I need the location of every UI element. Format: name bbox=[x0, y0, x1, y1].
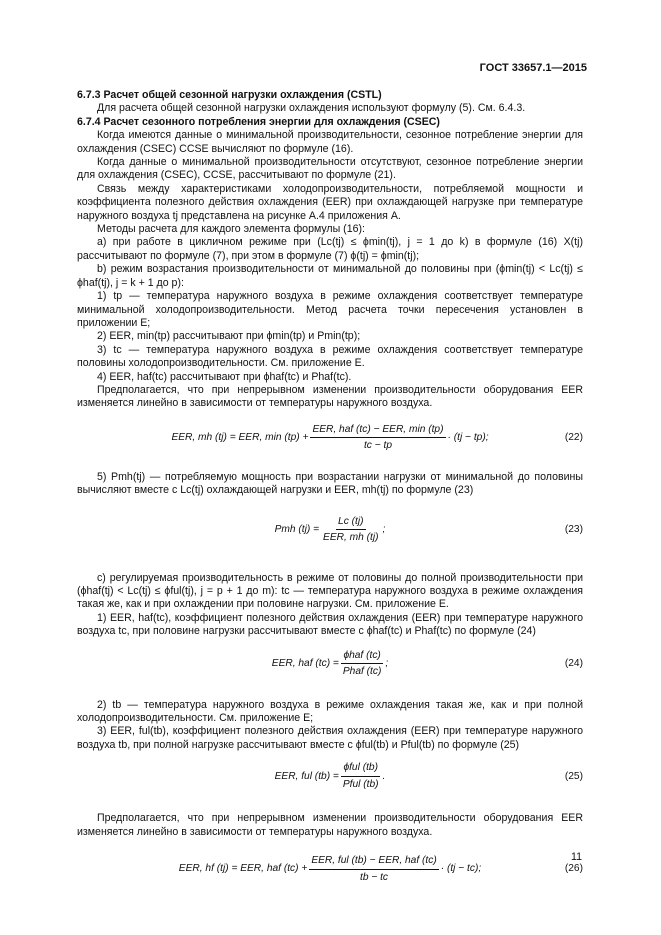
formula-26 bbox=[77, 843, 583, 895]
formula-denominator: tc − tp bbox=[363, 440, 392, 452]
list-item-c3: 3) EER, ful(tb), коэффициент полезного действия охлаждения (EER) при температуре наружного воздуха tb, при полной нагрузке рассчитывают вместе с ϕful(tb) и Pful(tb) по формуле (25) bbox=[77, 725, 583, 751]
formula-fraction bbox=[309, 854, 438, 884]
paragraph: Когда имеются данные о минимальной производительности, сезонное потребление энергии для охлаждения (CSEC) CCSE вычисляют по формуле (16). bbox=[77, 129, 583, 155]
formula-numerator: Lc (tj) bbox=[336, 515, 365, 530]
formula-numerator: EER, ful (tb) − EER, haf (tc) bbox=[309, 854, 438, 869]
formula-tail: · (tj − tc); bbox=[440, 863, 482, 875]
formula-25 bbox=[77, 752, 583, 800]
formula-tail: . bbox=[382, 770, 386, 782]
formula-22 bbox=[77, 413, 583, 463]
formula-tail: · (tj − tp); bbox=[447, 432, 489, 444]
formula-lhs: Pmh (tj) = bbox=[274, 523, 320, 535]
paragraph: Когда данные о минимальной производительности отсутствуют, сезонное потребление энергии для охлаждения (CSEC), CCSE, рассчитывают по формуле (21). bbox=[77, 156, 583, 182]
formula-number: (26) bbox=[564, 863, 583, 875]
section-heading-6-7-4: 6.7.4 Расчет сезонного потребления энергии для охлаждения (CSEC) bbox=[77, 115, 440, 128]
formula-lhs: EER, ful (tb) = bbox=[274, 770, 339, 782]
list-item-b5: 5) Pmh(tj) — потребляемую мощность при возрастании нагрузки от минимальной до половины вычисляют вместе с Lc(tj) охлаждающей нагрузки и EER, mh(tj) по формуле (23) bbox=[77, 470, 583, 497]
paragraph: Предполагается, что при непрерывном изменении производительности оборудования EER изменяется линейно в зависимости от температуры наружного воздуха. bbox=[77, 812, 583, 838]
formula-number: (22) bbox=[564, 432, 583, 444]
section-heading-6-7-3: 6.7.3 Расчет общей сезонной нагрузки охлаждения (CSTL) bbox=[77, 89, 382, 101]
formula-denominator: Pful (tb) bbox=[342, 778, 379, 790]
formula-fraction bbox=[341, 649, 384, 679]
list-item-a: а) при работе в цикличном режиме при (Lc(tj) ≤ ϕmin(tj), j = 1 до k) в формуле (16) X(tj) рассчитывают по формуле (7), при этом в формуле (7) ϕ(tj) = ϕmin(tj); bbox=[77, 236, 583, 262]
list-item-b2: 2) EER, min(tp) рассчитывают при ϕmin(tp) и Pmin(tp); bbox=[97, 330, 361, 343]
paragraph: Методы расчета для каждого элемента формулы (16): bbox=[97, 223, 365, 236]
formula-fraction bbox=[310, 423, 445, 453]
formula-tail: ; bbox=[382, 523, 386, 535]
list-item-c2: 2) tb — температура наружного воздуха в режиме охлаждения такая же, как и при полной холодопроизводительности. См. приложение Е; bbox=[77, 698, 583, 724]
formula-tail: ; bbox=[385, 657, 389, 669]
formula-numerator: EER, haf (tc) − EER, min (tp) bbox=[310, 423, 445, 438]
formula-lhs: EER, hf (tj) = EER, haf (tc) + bbox=[178, 863, 308, 875]
formula-number: (24) bbox=[564, 657, 583, 669]
document-code: ГОСТ 33657.1—2015 bbox=[479, 62, 587, 74]
formula-23 bbox=[77, 500, 583, 560]
paragraph: Предполагается, что при непрерывном изменении производительности оборудования EER изменяется линейно в зависимости от температуры наружного воздуха. bbox=[77, 383, 583, 410]
formula-24 bbox=[77, 639, 583, 689]
formula-denominator: EER, mh (tj) bbox=[323, 532, 379, 544]
list-item-b1: 1) tp — температура наружного воздуха в режиме охлаждения соответствует температуре минимальной холодопроизводительности. Метод расчета точки пересечения установлен в приложении Е; bbox=[77, 290, 583, 329]
list-item-c1: 1) EER, haf(tc), коэффициент полезного действия охлаждения (EER) при температуре наружного воздуха tc, при половине нагрузки рассчитывают вместе с ϕhaf(tc) и Phaf(tc) по формуле (24) bbox=[77, 611, 583, 638]
formula-number: (25) bbox=[564, 770, 583, 782]
list-item-b4: 4) EER, haf(tc) рассчитывают при ϕhaf(tc) и Phaf(tc). bbox=[97, 370, 352, 383]
paragraph: Для расчета общей сезонной нагрузки охлаждения используют формулу (5). См. 6.4.3. bbox=[97, 102, 526, 115]
formula-denominator: tb − tc bbox=[360, 871, 389, 883]
formula-numerator: ϕful (tb) bbox=[341, 761, 380, 776]
formula-denominator: Phaf (tc) bbox=[342, 666, 382, 678]
formula-lhs: EER, mh (tj) = EER, min (tp) + bbox=[171, 432, 309, 444]
formula-lhs: EER, haf (tc) = bbox=[271, 657, 339, 669]
list-item-b3: 3) tc — температура наружного воздуха в режиме охлаждения соответствует температуре половины холодопроизводительности. См. приложение Е. bbox=[77, 343, 583, 370]
page-number: 11 bbox=[571, 851, 582, 863]
formula-numerator: ϕhaf (tc) bbox=[341, 649, 382, 664]
formula-fraction bbox=[341, 761, 381, 791]
paragraph: Связь между характеристиками холодопроизводительности, потребляемой мощности и коэффициента полезного действия охлаждения (EER) при охлаждающей нагрузке при температуре наружного воздуха tj представлена на рисунке А.4 приложения А. bbox=[77, 182, 583, 222]
page-body bbox=[77, 89, 583, 895]
formula-fraction bbox=[321, 515, 380, 545]
formula-number: (23) bbox=[564, 523, 583, 535]
list-item-c: с) регулируемая производительность в режиме от половины до полной производительности при (ϕhaf(tj) < Lc(tj) ≤ ϕful(tj), j = p + 1 до m): tc — температура наружного воздуха в режиме охлаждения такая же, как и при охлаждении при половине нагрузки. См. приложение Е. bbox=[77, 571, 583, 611]
list-item-b: b) режим возрастания производительности от минимальной до половины при (ϕmin(tj) < Lc(tj) ≤ ϕhaf(tj), j = k + 1 до p): bbox=[77, 263, 583, 289]
